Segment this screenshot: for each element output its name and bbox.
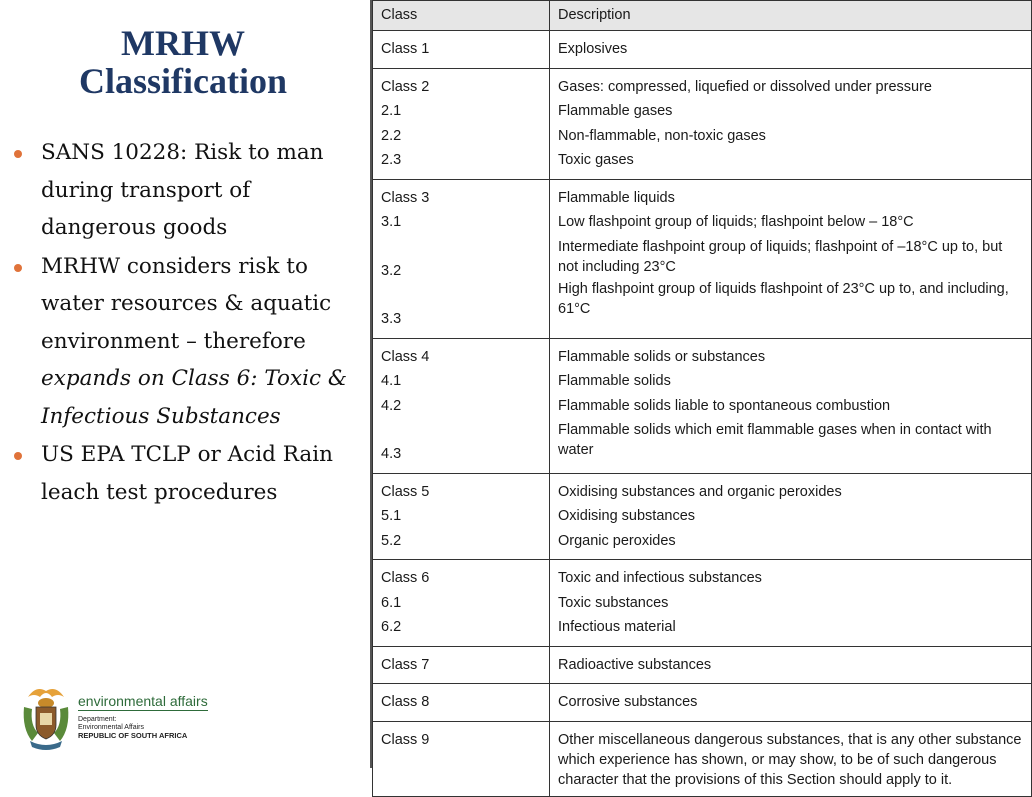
subclass-description: Intermediate flashpoint group of liquids; flashpoint of –18°C up to, but not including 23°C [558,238,1003,275]
subclass-number: 4.1 [381,373,402,389]
class-cell [373,684,550,722]
column-header-class: Class [373,1,550,31]
subclass-description: Flammable solids which emit flammable gases when in contact with water [558,422,992,458]
dept-line-1: Department: [78,716,117,723]
description-text: Toxic and infectious substances [558,570,762,586]
description-text: Corrosive substances [558,694,698,710]
class-cell [373,68,550,179]
class-label: Class 6 [381,570,430,586]
subclass-number: 3.1 [381,214,402,230]
subclass-description: Infectious material [558,619,676,635]
bullet-text: MRHW considers risk to water resources & aquatic environment – therefore [41,253,332,354]
slide-title [18,24,348,100]
bullet-item [14,436,359,511]
bullet-dot-icon [14,264,22,272]
description-cell [550,560,1032,647]
class-cell [373,721,550,796]
department-logo [18,683,228,753]
class-label: Class 4 [381,348,430,365]
description-cell [550,338,1032,473]
table-row [373,31,1032,69]
description-text: Oxidising substances and organic peroxides [558,483,842,500]
subclass-description: Non-flammable, non-toxic gases [558,127,766,144]
description-text: Other miscellaneous dangerous substances, that is any other substance which experience has shown, or may show, to be of such dangerous character that the provisions of this Section should apply to it. [558,731,1022,788]
description-cell [550,721,1032,796]
table-row [373,646,1032,684]
table-row [373,68,1032,179]
table-row [373,338,1032,473]
class-label: Class 9 [381,731,430,748]
column-header-description: Description [550,1,1032,31]
subclass-description: High flashpoint group of liquids flashpoint of 23°C up to, and including, 61°C [558,280,1009,317]
title-line-2: Classification [78,61,287,101]
description-cell [550,684,1032,722]
bullet-item [14,134,359,247]
subclass-description: Oxidising substances [558,508,696,524]
description-cell [550,179,1032,338]
table-header-row [373,1,1032,31]
description-text: Explosives [558,41,628,57]
subclass-number: 4.2 [381,397,402,414]
class-label: Class 7 [381,656,430,673]
subclass-number: 3.2 [381,262,402,279]
dept-line-3: REPUBLIC OF SOUTH AFRICA [78,731,188,740]
subclass-description: Low flashpoint group of liquids; flashpoint below – 18°C [558,214,914,230]
description-cell [550,646,1032,684]
description-text: Flammable solids or substances [558,348,766,365]
subclass-number: 6.2 [381,619,402,635]
class-label: Class 1 [381,41,430,57]
class-label: Class 5 [381,483,430,500]
description-text: Radioactive substances [558,656,712,673]
subclass-number: 2.1 [381,103,402,119]
class-label: Class 2 [381,78,430,95]
description-cell [550,31,1032,69]
subclass-number: 5.1 [381,508,402,524]
bullet-dot-icon [14,452,22,460]
class-label: Class 3 [381,189,430,206]
bullet-text-italic: expands on Class 6: Toxic & Infectious Substances [41,366,347,429]
logo-name: environmental affairs [78,693,208,709]
subclass-description: Organic peroxides [558,532,676,549]
table-row [373,473,1032,560]
class-cell [373,473,550,560]
bullet-item [14,248,359,436]
subclass-number: 3.3 [381,311,402,327]
subclass-description: Toxic substances [558,594,669,611]
table-row [373,560,1032,647]
logo-department [78,716,187,740]
description-text: Gases: compressed, liquefied or dissolved under pressure [558,78,932,95]
class-cell [373,179,550,338]
coat-of-arms-icon [18,683,74,751]
table-row [373,721,1032,796]
subclass-description: Flammable solids liable to spontaneous combustion [558,397,891,414]
class-cell [373,560,550,647]
bullet-text: US EPA TCLP or Acid Rain leach test procedures [41,442,333,505]
description-text: Flammable liquids [558,189,675,206]
subclass-description: Toxic gases [558,152,634,168]
bullet-list [14,134,359,512]
class-cell [373,646,550,684]
dept-line-2: Environmental Affairs [78,724,145,731]
class-label: Class 8 [381,694,430,710]
title-line-1: MRHW [121,23,245,63]
class-cell [373,31,550,69]
subclass-description: Flammable gases [558,103,673,119]
bullet-dot-icon [14,150,22,158]
subclass-number: 2.2 [381,127,402,144]
subclass-number: 2.3 [381,152,402,168]
subclass-number: 4.3 [381,446,402,462]
table-row [373,684,1032,722]
description-cell [550,473,1032,560]
bullet-text: SANS 10228: Risk to man during transport of dangerous goods [41,140,324,240]
subclass-number: 5.2 [381,532,402,549]
classification-table-container [370,0,1026,788]
classification-table [372,0,1032,797]
description-cell [550,68,1032,179]
subclass-number: 6.1 [381,594,402,611]
class-cell [373,338,550,473]
subclass-description: Flammable solids [558,373,671,389]
table-row [373,179,1032,338]
